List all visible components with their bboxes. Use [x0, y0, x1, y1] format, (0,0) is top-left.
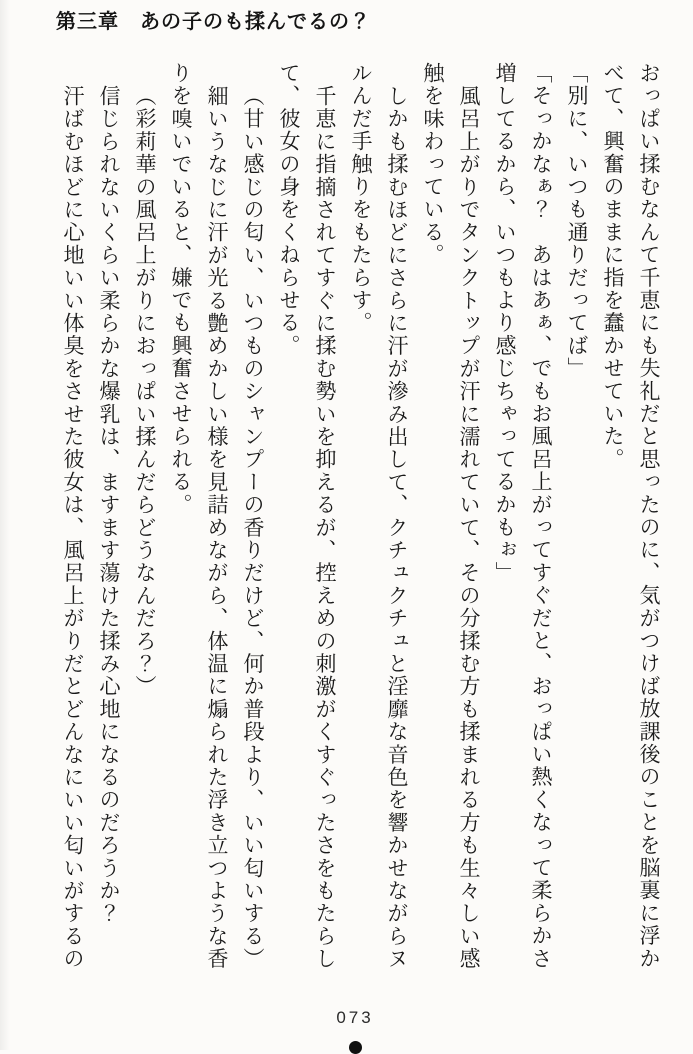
text-column-16: 信じられないくらい柔らかな爆乳は、ますます蕩けた揉み心地になるのだろうか？ — [97, 85, 121, 925]
text-column-6: 風呂上がりでタンクトップが汗に濡れていて、その分揉む方も揉まれる方も生々しい感 — [457, 85, 481, 971]
text-column-13: 細いうなじに汗が光る艶めかしい様を見詰めながら、体温に煽られた浮き立つような香 — [205, 85, 229, 971]
text-column-1: おっぱい揉むなんて千恵にも失礼だと思ったのに、気がつけば放課後のことを脳裏に浮か — [637, 62, 661, 970]
text-column-14: りを嗅いでいると、嫌でも興奮させられる。 — [169, 62, 193, 516]
text-column-10: 千恵に指摘されてすぐに揉む勢いを抑えるが、控えめの刺激がくすぐったさをもたらし — [313, 85, 337, 971]
text-column-8: しかも揉むほどにさらに汗が滲み出して、クチュクチュと淫靡な音色を響かせながらヌ — [385, 85, 409, 971]
text-column-2: べて、興奮のままに指を蠢かせていた。 — [601, 62, 625, 471]
text-column-4: 「そっかなぁ？ あはあぁ、でもお風呂上がってすぐだと、おっぱい熱くなって柔らかさ — [529, 62, 553, 970]
page-number: 073 — [336, 1008, 374, 1027]
text-body — [55, 62, 667, 1015]
text-column-9: ルんだ手触りをもたらす。 — [349, 62, 373, 335]
text-column-17: 汗ばむほどに心地いい体臭をさせた彼女は、風呂上がりだとどんなにいい匂いがするの — [61, 85, 85, 971]
scan-edge-artifact — [0, 0, 10, 1050]
text-column-5: 増してるから、いつもより感じちゃってるかもぉ」 — [493, 62, 517, 585]
chapter-header: 第三章 あの子のも揉んでるの？ — [56, 11, 371, 33]
text-column-7: 触を味わっている。 — [421, 62, 445, 267]
text-column-15: （彩莉華の風呂上がりにおっぱい揉んだらどうなんだろ？） — [133, 85, 157, 698]
footer-dot-marker — [349, 1041, 362, 1054]
text-column-12: （甘い感じの匂い、いつものシャンプーの香りだけど、何か普段より、いい匂いする） — [241, 85, 265, 971]
text-column-11: て、彼女の身をくねらせる。 — [277, 62, 301, 358]
text-column-3: 「別に、いつも通りだってば」 — [565, 62, 589, 380]
